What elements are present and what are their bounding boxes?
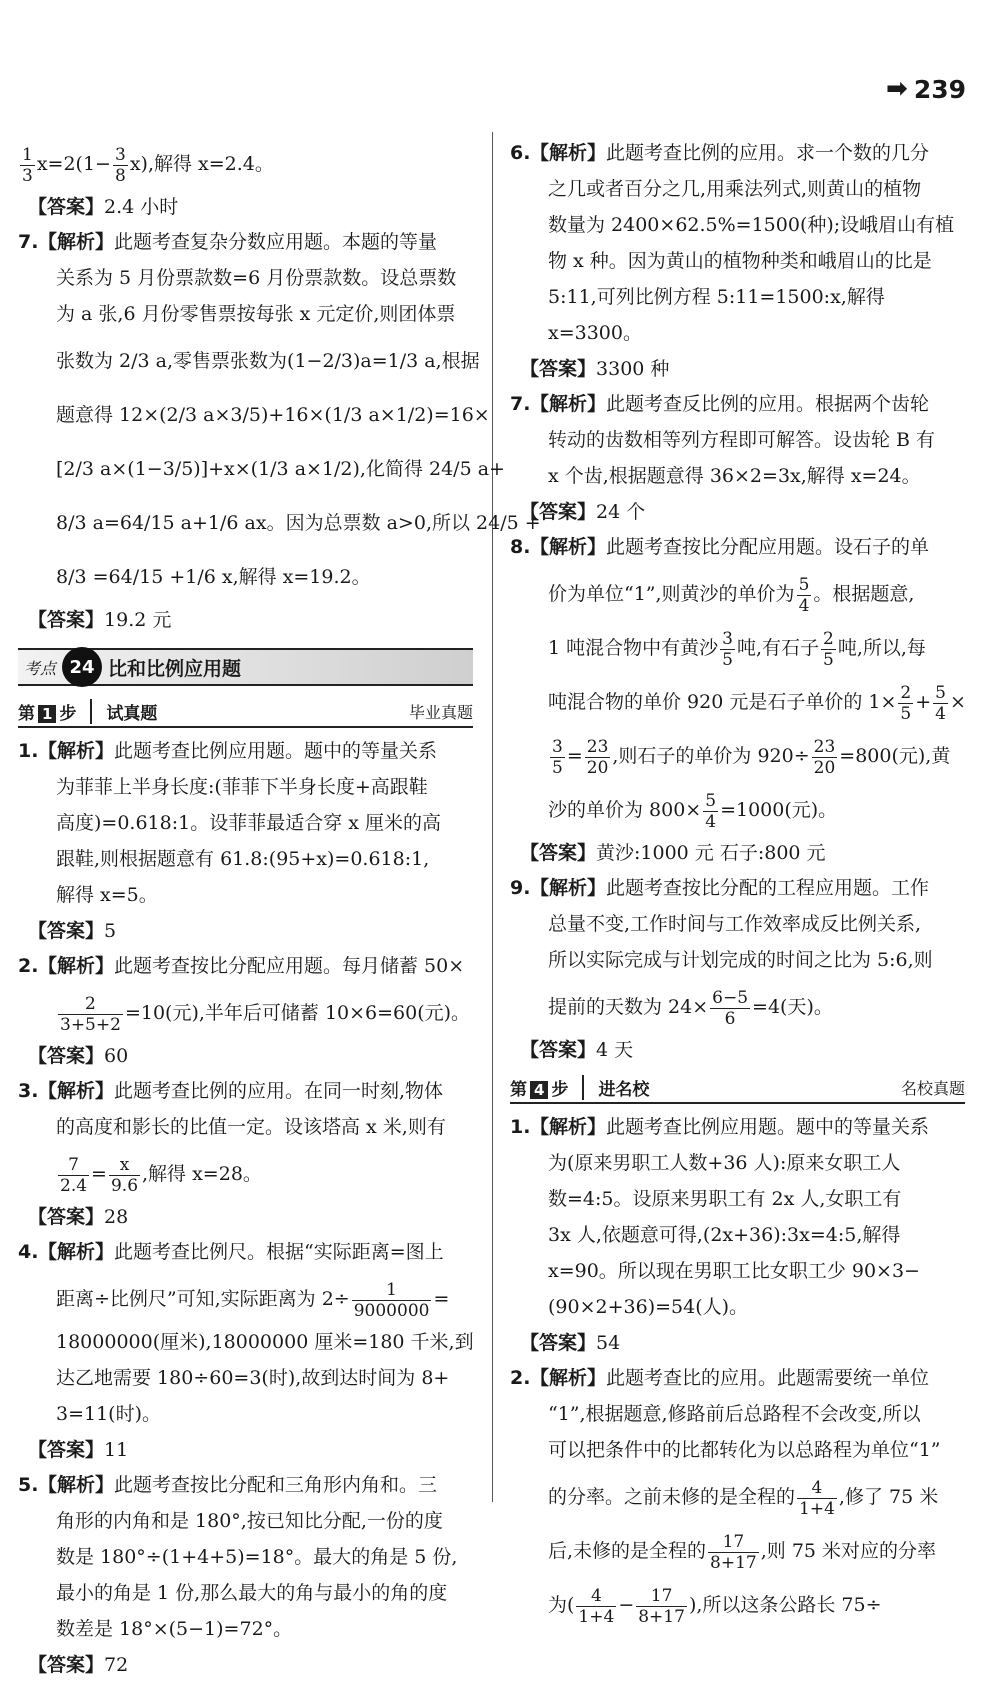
question-4: 4.【解析】此题考查比例尺。根据“实际距离=图上 <box>18 1241 444 1263</box>
answer: 【答案】60 <box>28 1045 129 1067</box>
answer: 【答案】11 <box>28 1439 129 1461</box>
step-header: 第 1 步 试真题 毕业真题 <box>18 696 473 728</box>
question-8: 8.【解析】此题考查按比分配应用题。设石子的单 <box>510 536 930 558</box>
question-3: 3.【解析】此题考查比例的应用。在同一时刻,物体 <box>18 1080 444 1102</box>
answer: 【答案】24 个 <box>520 501 646 523</box>
column-divider <box>492 132 493 1502</box>
section-header: 考点 24 比和比例应用题 <box>18 648 473 686</box>
answer: 【答案】28 <box>28 1206 129 1228</box>
left-column: $\frac{1}{3}$ x=2(1− $\frac{3}{8}$ x),解得 x=2.4。 【答案】2.4 小时 7.【解析】此题考查复杂分数应用题。本题的等量 关系为 5 月份票款数=6 月份票款数。设总票数 为 a 张,6 月份零售票按每张 x 元定价,则团体票 张数为 2/3 a,零售票张数为(1−2/3)a=1/3 a,根据 题意得 12×(2/3 a×3/5)+16×(1/3 a×1/2)=16× [2/3 a×(1−3/5)]+x×(1/3 a×1/2),化简得 24/5 a+ 8/3 a=64/15 a+1/6 ax。因为总票数 a>0,所以 24/5 + 8/3 =64/15 +1/6 x,解得 x=19.2。 【答案】19.2 元 考点 24 比和比例应用题 第 1 步 试真题 毕业真题 1.【解析】此题考查比例应用题。题中的等量关系 为菲菲上半身长度:(菲菲下半身长度+高跟鞋 高度)=0.618:1。设菲菲最适合穿 x 厘米的高 跟鞋,则根据题意有 61.8:(95+x)=0.618:1, 解得 x=5。 【答案】5 2.【解析】此题考查按比分配应用题。每月储蓄 50× $\frac{2}{3+5+2}$ =10(元),半年后可储蓄 10×6=60(元)。 【答案】60 3.【解析】此题考查比例的应用。在同一时刻,物体 的高度和影长的比值一定。设该塔高 x 米,则有 $\frac{7}{2.4}$ = $\frac{x}{9.6}$ ,解得 x=28。 【答案】28 4.【解析】此题考查比例尺。根据“实际距离=图上 距离÷比例尺”可知,实际距离为 2÷ $\frac{1}{9000000}$ = 18000000(厘米),18000000 厘米=180 千米,到 达乙地需要 180÷60=3(时),故到达时间为 8+ 3=11(时)。 【答案】11 5.【解析】此题考查按比分配和三角形内角和。三 角形的内角和是 180°,按已知比分配,一份的度 数是 180°÷(1+4+5)=18°。最大的角是 5 份, 最小的角是 1 份,那么最大的角与最小的角的度 数差是 18°×(5−1)=72°。 【答案】72 <box>18 140 473 1687</box>
answer: 【答案】72 <box>28 1654 129 1676</box>
question-1: 1.【解析】此题考查比例应用题。题中的等量关系 <box>18 740 438 762</box>
answer: 【答案】黄沙:1000 元 石子:800 元 <box>520 842 826 864</box>
question-7: 7.【解析】此题考查反比例的应用。根据两个齿轮 <box>510 393 930 415</box>
question-7: 7.【解析】此题考查复杂分数应用题。本题的等量 <box>18 231 438 253</box>
equation-line: $\frac{1}{3}$ x=2(1− $\frac{3}{8}$ x),解得 x=2.4。 <box>22 144 274 186</box>
answer: 【答案】4 天 <box>520 1039 634 1061</box>
question-2: 2.【解析】此题考查按比分配应用题。每月储蓄 50× <box>18 955 465 977</box>
answer: 【答案】5 <box>28 920 117 942</box>
step-header: 第 4 步 进名校 名校真题 <box>510 1072 965 1104</box>
answer: 【答案】2.4 小时 <box>28 196 179 218</box>
question-5: 5.【解析】此题考查按比分配和三角形内角和。三 <box>18 1474 438 1496</box>
question-m2: 2.【解析】此题考查比的应用。此题需要统一单位 <box>510 1367 930 1389</box>
right-column: 6.【解析】此题考查比例的应用。求一个数的几分 之几或者百分之几,用乘法列式,则黄山的植物 数量为 2400×62.5%=1500(种);设峨眉山有植 物 x 种。因为黄山的植物种类和峨眉山的比是 5:11,可列比例方程 5:11=1500:x,解得 x=3300。 【答案】3300 种 7.【解析】此题考查反比例的应用。根据两个齿轮 转动的齿数相等列方程即可解答。设齿轮 B 有 x 个齿,根据题意得 36×2=3x,解得 x=24。 【答案】24 个 8.【解析】此题考查按比分配应用题。设石子的单 价为单位“1”,则黄沙的单价为 $\frac{5}{4}$ 。根据题意, 1 吨混合物中有黄沙 $\frac{3}{5}$ 吨,有石子 $\frac{2}{5}$ 吨,所以,每 吨混合物的单价 920 元是石子单价的 1× $\frac{2}{5}$ + $\frac{5}{4}$ × $\frac{3}{5}$ = $\frac{23}{20}$ ,则石子的单价为 920÷ $\frac{23}{20}$ =800(元),黄 沙的单价为 800× $\frac{5}{4}$ =1000(元)。 【答案】黄沙:1000 元 石子:800 元 9.【解析】此题考查按比分配的工程应用题。工作 总量不变,工作时间与工作效率成反比例关系, 所以实际完成与计划完成的时间之比为 5:6,则 提前的天数为 24× $\frac{6-5}{6}$ =4(天)。 【答案】4 天 第 4 步 进名校 名校真题 1.【解析】此题考查比例应用题。题中的等量关系 为(原来男职工人数+36 人):原来女职工人 数=4:5。设原来男职工有 2x 人,女职工有 3x 人,依题意可得,(2x+36):3x=4:5,解得 x=90。所以现在男职工比女职工少 90×3− (90×2+36)=54(人)。 【答案】54 2.【解析】此题考查比的应用。此题需要统一单位 “1”,根据题意,修路前后总路程不会改变,所以 可以把条件中的比都转化为以总路程为单位“1” 的分率。之前未修的是全程的 $\frac{4}{1+4}$ ,修了 75 米 后,未修的是全程的 $\frac{17}{8+17}$ ,则 75 米对应的分率 为( $\frac{4}{1+4}$ − $\frac{17}{8+17}$ ),所以这条公路长 75÷ <box>510 142 966 1627</box>
question-6: 6.【解析】此题考查比例的应用。求一个数的几分 <box>510 142 930 164</box>
arrow-right-icon: ➡ <box>886 74 908 104</box>
answer: 【答案】3300 种 <box>520 358 670 380</box>
answer: 【答案】54 <box>520 1332 621 1354</box>
question-m1: 1.【解析】此题考查比例应用题。题中的等量关系 <box>510 1116 930 1138</box>
question-9: 9.【解析】此题考查按比分配的工程应用题。工作 <box>510 877 930 899</box>
page-number: ➡ 239 <box>886 74 966 104</box>
answer: 【答案】19.2 元 <box>28 609 172 631</box>
